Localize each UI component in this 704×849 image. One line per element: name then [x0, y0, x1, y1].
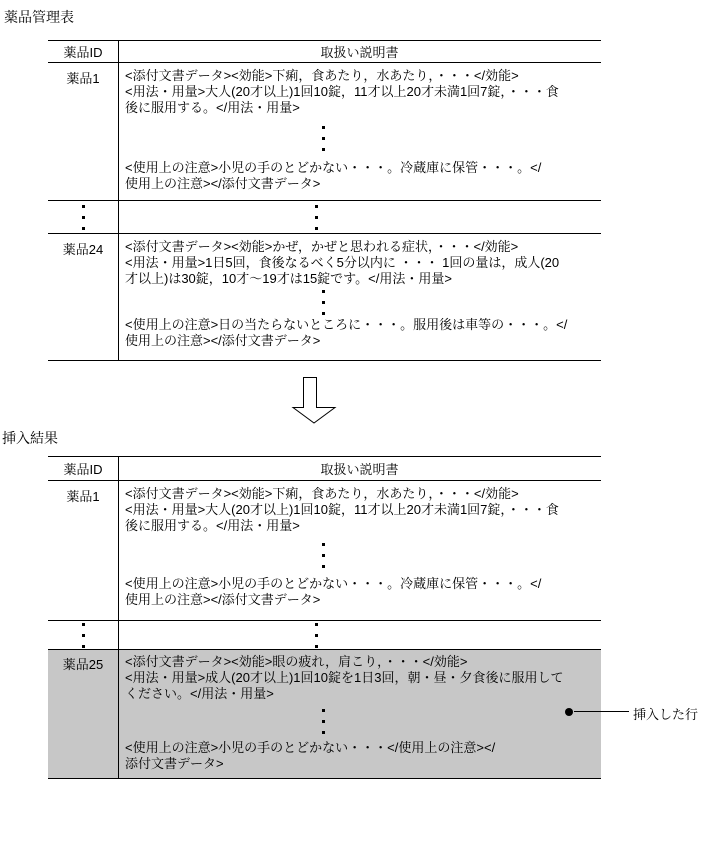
manual-column-header: 取扱い説明書	[320, 45, 399, 60]
table-row-yakuhin1	[48, 63, 601, 201]
omitted-manual-cell	[118, 201, 601, 233]
manual-text-line: 使用上の注意></添付文書データ>	[125, 333, 321, 348]
table-row-yakuhin24	[48, 234, 601, 361]
manual-text-line: 後に服用する。</用法・用量>	[125, 518, 300, 533]
callout-line	[574, 711, 629, 712]
vertical-ellipsis-icon	[321, 287, 325, 317]
manual-text-line: <添付文書データ><効能>かぜ，かぜと思われる症状，・・・</効能>	[125, 239, 519, 254]
after-table-header-row	[48, 457, 601, 481]
manual-text-line: <使用上の注意>小児の手のとどかない・・・。冷蔵庫に保管・・・。</	[125, 576, 542, 591]
id-column-header: 薬品ID	[63, 462, 103, 477]
after-table-title: 挿入結果	[2, 430, 58, 446]
manual-text-line: 使用上の注意></添付文書データ>	[125, 176, 321, 191]
drug-id-cell: 薬品1	[66, 489, 100, 504]
before-table-title: 薬品管理表	[4, 9, 74, 25]
manual-text-line: <使用上の注意>日の当たらないところに・・・。服用後は車等の・・・。</	[125, 317, 568, 332]
inserted-row-label: 挿入した行	[633, 707, 699, 722]
vertical-ellipsis-icon	[314, 621, 318, 649]
callout-bullet-icon	[565, 708, 573, 716]
omitted-id-cell	[48, 621, 118, 649]
manual-text-line: <用法・用量>1日5回，食後なるべく5分以内に ・・・ 1回の量は，成人(20	[125, 255, 560, 270]
manual-text-line: <添付文書データ><効能>眼の疲れ，肩こり，・・・</効能>	[125, 654, 468, 669]
vertical-ellipsis-icon	[321, 116, 325, 160]
manual-text-line: 才以上)は30錠，10才～19才は15錠です。</用法・用量>	[125, 271, 452, 286]
id-column-header: 薬品ID	[63, 45, 103, 60]
column-divider	[118, 41, 119, 361]
manual-text-line: <使用上の注意>小児の手のとどかない・・・</使用上の注意></	[125, 740, 496, 755]
omitted-id-cell	[48, 201, 118, 233]
drug-id-cell: 薬品24	[62, 242, 104, 257]
manual-cell	[118, 234, 601, 360]
drug-id-cell: 薬品1	[66, 71, 100, 86]
inserted-row-yakuhin25	[48, 650, 601, 779]
before-table-header-row	[48, 41, 601, 63]
manual-column-header: 取扱い説明書	[320, 462, 399, 477]
after-table	[48, 456, 601, 779]
manual-text-line: 使用上の注意></添付文書データ>	[125, 592, 321, 607]
omitted-rows-row	[48, 201, 601, 234]
manual-text-line: <使用上の注意>小児の手のとどかない・・・。冷蔵庫に保管・・・。</	[125, 160, 542, 175]
manual-cell	[118, 481, 601, 620]
before-table	[48, 40, 601, 361]
vertical-ellipsis-icon	[321, 534, 325, 576]
drug-id-cell: 薬品25	[62, 657, 104, 672]
manual-text-line: <添付文書データ><効能>下痢，食あたり，水あたり，・・・</効能>	[125, 486, 519, 501]
manual-text-line: <用法・用量>大人(20才以上)1回10錠，11才以上20才未満1回7錠，・・・食	[125, 84, 559, 99]
manual-text-line: 添付文書データ>	[125, 756, 224, 771]
column-divider	[118, 457, 119, 779]
vertical-ellipsis-icon	[82, 621, 85, 649]
manual-cell	[118, 650, 601, 778]
manual-text-line: 後に服用する。</用法・用量>	[125, 100, 300, 115]
omitted-rows-row	[48, 621, 601, 650]
manual-text-line: ください。</用法・用量>	[125, 686, 274, 701]
manual-text-line: <用法・用量>大人(20才以上)1回10錠，11才以上20才未満1回7錠，・・・食	[125, 502, 559, 517]
down-arrow-icon	[291, 377, 337, 424]
vertical-ellipsis-icon	[82, 201, 85, 233]
table-row-yakuhin1	[48, 481, 601, 621]
manual-cell	[118, 63, 601, 200]
vertical-ellipsis-icon	[321, 702, 325, 740]
omitted-manual-cell	[118, 621, 601, 649]
vertical-ellipsis-icon	[314, 201, 318, 233]
manual-text-line: <用法・用量>成人(20才以上)1回10錠を1日3回，朝・昼・夕食後に服用して	[125, 670, 564, 685]
manual-text-line: <添付文書データ><効能>下痢，食あたり，水あたり，・・・</効能>	[125, 68, 519, 83]
